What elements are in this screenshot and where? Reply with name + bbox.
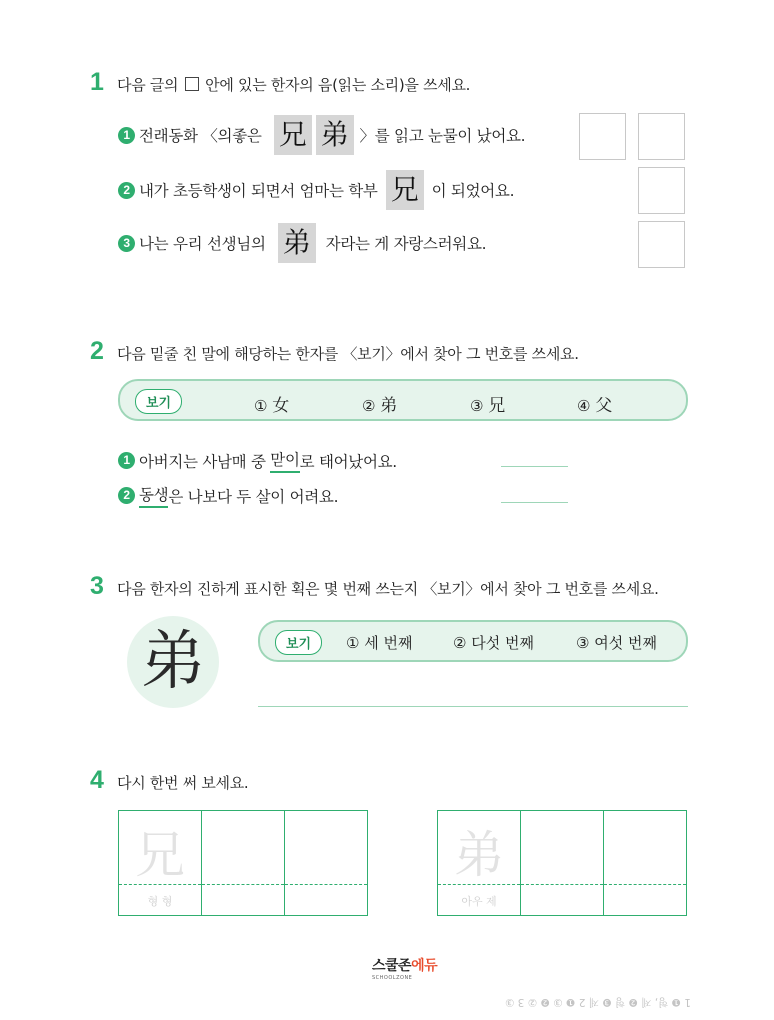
item-number-badge: 2: [118, 182, 135, 199]
item-number-badge: 1: [118, 127, 135, 144]
question-4-instruction: 다시 한번 써 보세요.: [117, 774, 249, 792]
answer-box-2[interactable]: [638, 167, 685, 214]
answer-box-1b[interactable]: [638, 113, 685, 160]
writing-cell[interactable]: [284, 811, 367, 915]
hanja-highlight: 兄: [274, 115, 312, 155]
writing-cell[interactable]: [201, 811, 284, 915]
underlined-word: 동생: [139, 483, 168, 508]
writing-cell[interactable]: [603, 811, 686, 915]
publisher-logo: [372, 955, 437, 981]
sentence-text: 이 되었어요.: [431, 182, 515, 200]
question-2-instruction: 다음 밑줄 친 말에 해당하는 한자를 〈보기〉에서 찾아 그 번호를 쓰세요.: [117, 345, 579, 363]
writing-cell[interactable]: [520, 811, 603, 915]
option-3: ③ 여섯 번째: [576, 634, 657, 652]
sentence-text: 나는 우리 선생님의: [139, 235, 266, 253]
option-3: [470, 391, 505, 416]
sentence-text: 아버지는 사남매 중: [139, 452, 271, 471]
item-number-badge: 2: [118, 487, 135, 504]
sentence-text: 전래동화 〈의좋은: [139, 127, 262, 145]
item-number-badge: 1: [118, 452, 135, 469]
answer-key-footer: 1 ❶ 형, 제 ❷ 형 ❸ 제 2 ❶ ③ ❷ ② 3 ③: [505, 996, 691, 1008]
sentence-text: 〉를 읽고 눈물이 났어요.: [359, 127, 526, 145]
stroke-char-circle: [127, 616, 219, 708]
bogi-label: 보기: [275, 630, 322, 655]
question-number-1: 1: [90, 68, 104, 96]
instruction-text: 안에 있는 한자의 음(읽는 소리)을 쓰세요.: [205, 76, 471, 94]
question-number-3: 3: [90, 572, 104, 600]
option-number: ④: [577, 397, 591, 415]
bogi-box-3: [258, 620, 688, 662]
sentence-text: 은 나보다 두 살이 어려요.: [168, 487, 339, 506]
hanja-highlight: 兄: [386, 170, 424, 210]
option-hanja: 弟: [380, 396, 398, 416]
blank-square-icon: [185, 77, 199, 91]
sentence-text: 자라는 게 자랑스러워요.: [325, 235, 487, 253]
guide-reading: 형 형: [147, 895, 173, 908]
q1-item-2: [118, 170, 514, 210]
option-hanja: 兄: [488, 396, 506, 416]
option-hanja: 父: [595, 396, 613, 416]
logo-sub: SCHOOLZONE: [372, 975, 413, 981]
sentence-text: 내가 초등학생이 되면서 엄마는 학부: [139, 182, 378, 200]
q2-item-1: [118, 448, 397, 473]
option-number: ①: [254, 397, 268, 415]
option-hanja: 女: [272, 396, 290, 416]
answer-box-3[interactable]: [638, 221, 685, 268]
question-1-instruction: [117, 74, 470, 95]
guide-hanja: 弟: [454, 826, 504, 884]
item-number-badge: 3: [118, 235, 135, 252]
bogi-label: 보기: [135, 389, 182, 414]
logo-main: 스쿨존: [372, 958, 412, 974]
option-2: [362, 391, 397, 416]
bogi-box: [118, 379, 688, 421]
instruction-text: 다음 글의: [117, 76, 179, 94]
option-4: [577, 391, 612, 416]
answer-line-q3[interactable]: [258, 706, 688, 707]
option-2: ② 다섯 번째: [453, 634, 534, 652]
question-number-2: 2: [90, 337, 104, 365]
option-1: [254, 391, 289, 416]
q1-item-1: [118, 115, 525, 155]
stroke-order-hanja: 弟: [141, 625, 205, 699]
sentence-text: 로 태어났어요.: [299, 452, 397, 471]
question-3-instruction: 다음 한자의 진하게 표시한 획은 몇 번째 쓰는지 〈보기〉에서 찾아 그 번호를 쓰세요.: [117, 580, 659, 598]
hanja-highlight: 弟: [316, 115, 354, 155]
writing-cell-guide: [119, 811, 201, 915]
hanja-highlight: 弟: [278, 223, 316, 263]
underlined-word: 맏이: [270, 448, 299, 473]
writing-grid-2: [437, 810, 687, 916]
logo-accent: 에듀: [411, 958, 438, 974]
option-number: ③: [470, 397, 484, 415]
writing-grid-1: [118, 810, 368, 916]
answer-line-2[interactable]: [501, 502, 568, 503]
q1-item-3: [118, 223, 486, 263]
guide-reading: 아우 제: [461, 895, 497, 908]
writing-cell-guide: [438, 811, 520, 915]
q2-item-2: [118, 483, 338, 508]
answer-line-1[interactable]: [501, 466, 568, 467]
question-number-4: 4: [90, 766, 104, 794]
answer-box-1a[interactable]: [579, 113, 626, 160]
option-1: ① 세 번째: [346, 634, 413, 652]
guide-hanja: 兄: [135, 826, 185, 884]
option-number: ②: [362, 397, 376, 415]
